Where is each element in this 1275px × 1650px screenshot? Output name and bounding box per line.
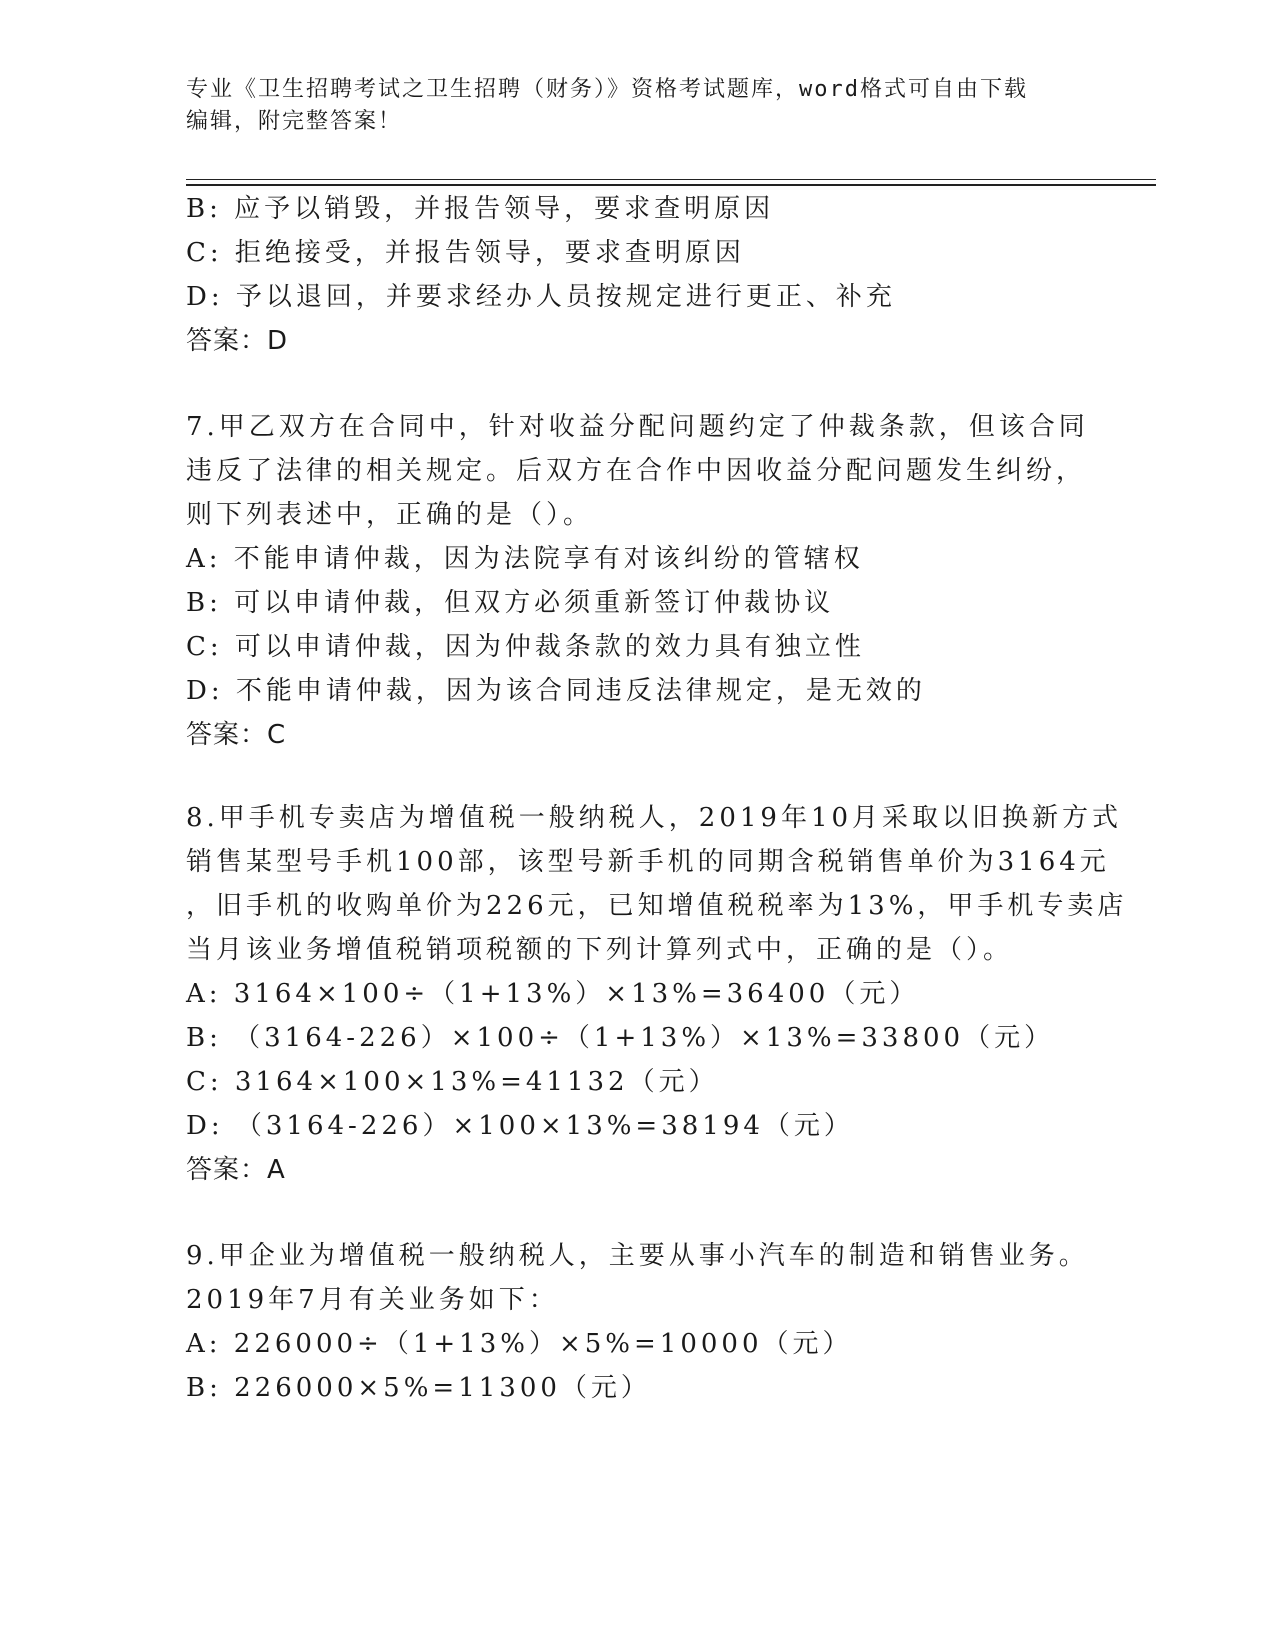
q8-stem-line-4: 当月该业务增值税销项税额的下列计算列式中，正确的是（）。 [186, 935, 1014, 965]
header-line-1: 专业《卫生招聘考试之卫生招聘（财务）》资格考试题库，word格式可自由下载 [186, 77, 1028, 102]
q8-option-c: C: 3164×100×13%=41132（元） [186, 1067, 719, 1097]
q8-option-b: B: （3164-226）×100÷（1+13%）×13%=33800（元） [186, 1023, 1055, 1053]
q8-stem-line-2: 销售某型号手机100部，该型号新手机的同期含税销售单价为3164元 [186, 847, 1110, 877]
q8-stem-line-1: 8.甲手机专卖店为增值税一般纳税人，2019年10月采取以旧换新方式 [186, 803, 1123, 833]
q7-stem-line-2: 违反了法律的相关规定。后双方在合作中因收益分配问题发生纠纷， [186, 456, 1087, 486]
header-divider-thick [186, 184, 1156, 186]
q7-stem-line-1: 7.甲乙双方在合同中，针对收益分配问题约定了仲裁条款，但该合同 [186, 412, 1089, 442]
q6-option-d: D: 予以退回，并要求经办人员按规定进行更正、补充 [186, 282, 896, 312]
q7-option-a: A: 不能申请仲裁，因为法院享有对该纠纷的管辖权 [186, 544, 864, 574]
q8-option-d: D: （3164-226）×100×13%=38194（元） [186, 1111, 854, 1141]
q7-option-c: C: 可以申请仲裁，因为仲裁条款的效力具有独立性 [186, 632, 865, 662]
q6-option-c: C: 拒绝接受，并报告领导，要求查明原因 [186, 238, 745, 268]
q8-option-a: A: 3164×100÷（1+13%）×13%=36400（元） [186, 979, 920, 1009]
q6-option-b: B: 应予以销毁，并报告领导，要求查明原因 [186, 194, 775, 224]
document-header [186, 74, 1086, 138]
header-line-2: 编辑，附完整答案！ [186, 109, 403, 134]
q8-answer: 答案：A [186, 1155, 286, 1185]
q9-stem-line-2: 2019年7月有关业务如下： [186, 1285, 559, 1315]
q7-answer: 答案：C [186, 720, 287, 750]
q9-stem-line-1: 9.甲企业为增值税一般纳税人，主要从事小汽车的制造和销售业务。 [186, 1241, 1089, 1271]
q8-stem-line-3: ，旧手机的收购单价为226元，已知增值税税率为13%，甲手机专卖店 [186, 891, 1128, 921]
q6-answer: 答案：D [186, 326, 289, 356]
q9-option-b: B: 226000×5%=11300（元） [186, 1373, 651, 1403]
q7-option-d: D: 不能申请仲裁，因为该合同违反法律规定，是无效的 [186, 676, 926, 706]
header-divider-thin [186, 179, 1156, 180]
q7-stem-line-3: 则下列表述中，正确的是（）。 [186, 500, 594, 530]
q9-option-a: A: 226000÷（1+13%）×5%=10000（元） [186, 1329, 853, 1359]
q7-option-b: B: 可以申请仲裁，但双方必须重新签订仲裁协议 [186, 588, 835, 618]
